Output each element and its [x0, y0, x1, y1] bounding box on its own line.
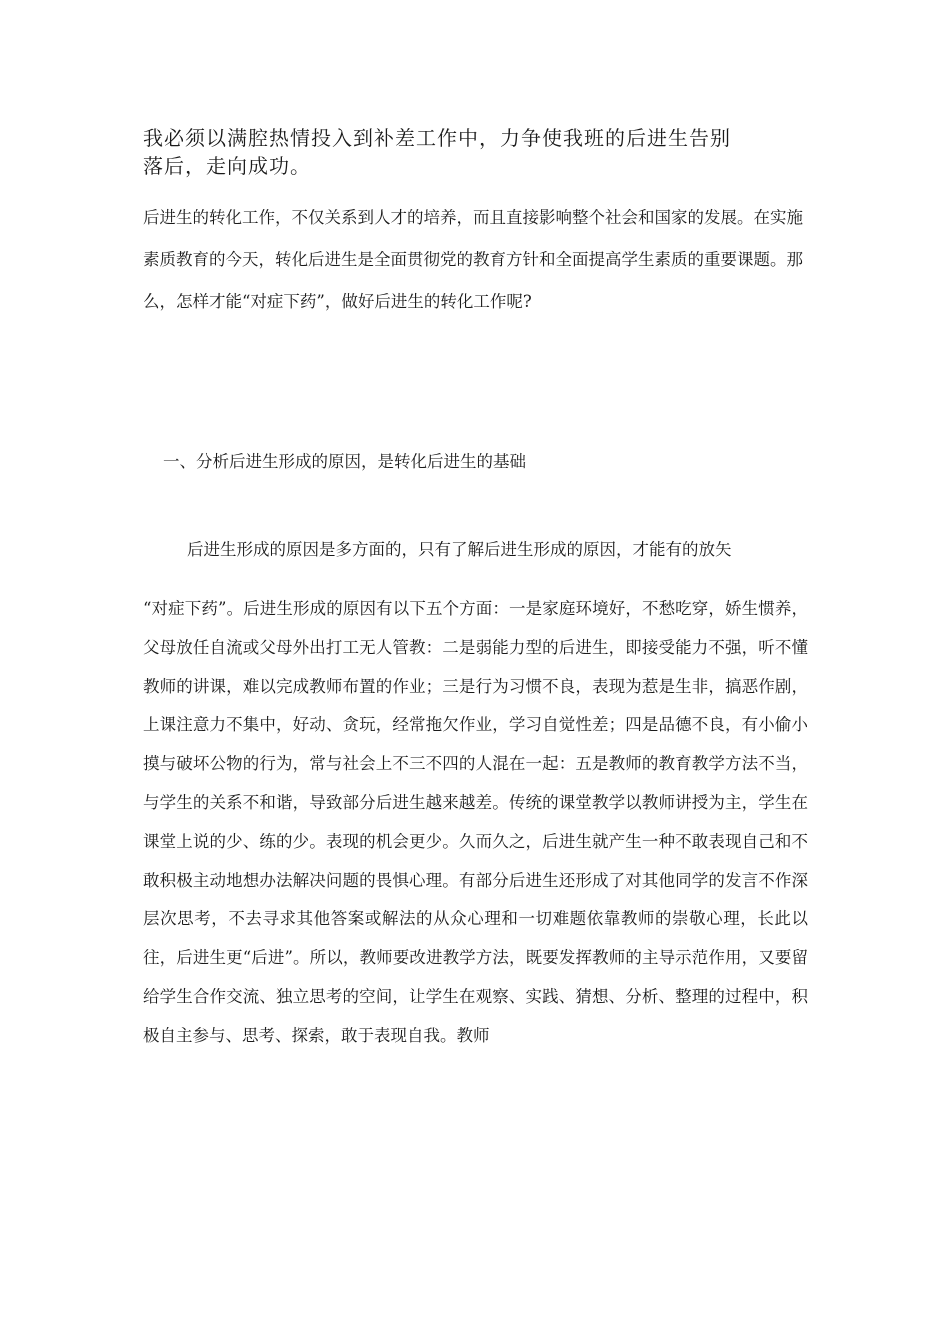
lead-paragraph	[143, 124, 823, 180]
section-heading: 一、分析后进生形成的原因，是转化后进生的基础	[163, 452, 526, 471]
lead-line-1: 我必须以满腔热情投入到补差工作中，力争使我班的后进生告别	[143, 126, 731, 150]
body-paragraph: “对症下药”。后进生形成的原因有以下五个方面：一是家庭环境好，不愁吃穿，娇生惯养，父母放任自流或父母外出打工无人管教：二是弱能力型的后进生，即接受能力不强，听不懂教师的讲课，难以完成教师布置的作业；三是行为习惯不良，表现为惹是生非，搞恶作剧，上课注意力不集中，好动、贪玩，经常拖欠作业，学习自觉性差；四是品德不良，有小偷小摸与破坏公物的行为，常与社会上不三不四的人混在一起：五是教师的教育教学方法不当，与学生的关系不和谐，导致部分后进生越来越差。传统的课堂教学以教师讲授为主，学生在课堂上说的少、练的少。表现的机会更少。久而久之，后进生就产生一种不敢表现自己和不敢积极主动地想办法解决问题的畏惧心理。有部分后进生还形成了对其他同学的发言不作深层次思考，不去寻求其他答案或解法的从众心理和一切难题依靠教师的崇敬心理，长此以往，后进生更“后进”。所以，教师要改进教学方法，既要发挥教师的主导示范作用，又要留给学生合作交流、独立思考的空间，让学生在观察、实践、猜想、分析、整理的过程中，积极自主参与、思考、探索，敢于表现自我。教师	[143, 599, 808, 1045]
body-paragraph-first-line: 后进生形成的原因是多方面的，只有了解后进生形成的原因，才能有的放矢	[187, 540, 732, 559]
intro-paragraph: 后进生的转化工作，不仅关系到人才的培养，而且直接影响整个社会和国家的发展。在实施素质教育的今天，转化后进生是全面贯彻党的教育方针和全面提高学生素质的重要课题。那么，怎样才能“对症下药”，做好后进生的转化工作呢?	[143, 208, 803, 311]
lead-line-2: 落后，走向成功。	[143, 154, 311, 178]
